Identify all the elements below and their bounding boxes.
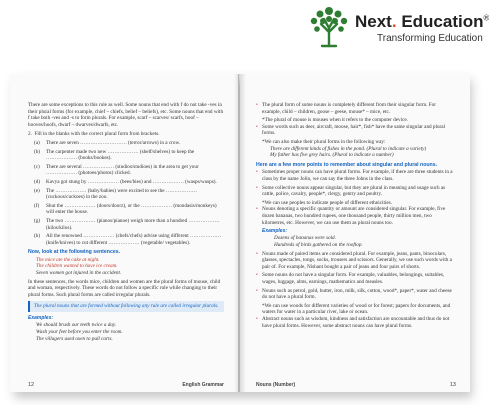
bullet-point: • Nouns denoting a specific quantity or amount are considered singular. For example, five dozen bananas, two hundred rupees, one thousand people, thirty million men, two kilometres, etc. However, we can use them as plural nouns too. <box>256 206 456 226</box>
example-line: There are different kinds of fishes in the pond. (Plural to indicate a variety) <box>270 145 427 152</box>
list-item: (g) The two ……………… (pianos/pianoe) weigh more than a hundred ……………… (kilos/kilos). <box>34 217 220 231</box>
footnote: *We can use peoples to indicate people of different ethnicities. <box>262 199 392 206</box>
page-number: 12 <box>28 382 35 388</box>
list-item: (c) There are several ……………… (studios/studioes) in the area to get your ……………… (photoes/photos) clicked. <box>34 163 199 177</box>
list-item: (b) The carpenter made two new ……………… (shelf/shelves) to keep the ……………… (books/bookes). <box>34 148 195 162</box>
book-spine <box>234 74 246 392</box>
list-item: (e) The ……………… (baby/babies) were excited to see the ……………… (cuckoos/cuckoes) in the zoo. <box>34 187 197 201</box>
example-line: The children wanted to have ice cream. <box>36 263 118 270</box>
list-item: (d) Kavya got stung by ……………… (bees/bies) and ……………… (wasps/wasps). <box>34 178 217 185</box>
question-heading: 2. Fill in the blanks with the correct plural form from brackets. <box>28 131 160 138</box>
bullet-point: • Nouns made of paired items are considered plural. For example, jeans, pants, binoculars, glasses, spectacles, tongs, socks, trousers and scissors. Generally, we use such words with a pair of. For example, Nishant bought a pair of jeans and four pairs of shorts. <box>256 251 456 271</box>
example-line: Seven women got injured in the accident. <box>36 270 122 277</box>
section-heading: Now, look at the following sentences. <box>28 249 121 256</box>
open-book <box>10 74 470 392</box>
bullet-point: • The plural form of some nouns is completely different from their singular form. For example, child – children, goose – geese, mouse* – mice, etc. <box>256 102 456 115</box>
rule-callout: The plural nouns that are formed without following any rule are called irregular plurals. <box>28 301 224 312</box>
example-line: The villagers used oxen to pull carts. <box>36 335 113 342</box>
brand-tagline: Transforming Education <box>377 33 483 44</box>
bullet-point: • Some nouns do not have a singular form. For example, valuables, belongings, suitables, wages, luggage, alms, earnings, mathematics and measles. <box>256 272 456 285</box>
brand-logo <box>305 2 489 50</box>
example-line: The mice ate the cake at night. <box>36 256 100 263</box>
footnote: *The plural of mouse is mouses when it refers to the computer device. <box>262 117 408 124</box>
example-line: We should brush our teeth twice a day. <box>36 322 117 329</box>
intro-paragraph: There are some exceptions to this rule as well. Some nouns that end with f do not take -ves in their plural forms (for example, chief – chiefs, belief – beliefs), etc. Some nouns that end with f take both -ves and -s to form plurals. For example, scarf – scarves/ scarfs, hoof – hooves/hoofs, dwarf – dwarves/dwarfs, etc. <box>28 102 224 128</box>
examples-heading: Examples: <box>262 228 288 235</box>
examples-heading: Examples: <box>28 315 54 322</box>
example-line: Dozens of bananas were sold. <box>274 235 336 242</box>
running-head: Nouns (Number) <box>256 382 296 388</box>
explanation-paragraph: In these sentences, the words mice, children and women are the plural forms of mouse, child and woman, respectively. These words do not follow a specific rule while changing to their plural forms. Such plural forms are called irregular plurals. <box>28 278 221 298</box>
question-list <box>28 140 224 246</box>
left-page <box>10 74 239 392</box>
bullet-point: • Nouns such as petrol, gold, butter, iron, milk, silk, cotton, wood*, paper*, water and cheese do not have a plural form. <box>256 288 456 301</box>
example-line: Wash your feet before you enter the room. <box>36 328 123 335</box>
example-line: Hundreds of birds gathered on the rooftop. <box>274 242 363 249</box>
bullet-point: • Sometimes proper nouns can have plural forms. For example, if there are three students in a class by the name Jolin, we can say the three Johns in the class. <box>256 169 456 182</box>
example-line: My father has five grey hairs. (Plural to indicate a number) <box>270 152 394 159</box>
brand-name: Next. Education® <box>355 12 489 31</box>
list-item: (a) There are seven ……………………… (terror/arrows) in a crow. <box>34 139 181 146</box>
bullet-point: • Abstract nouns such as wisdom, kindness and satisfaction are uncountable and thus do not have plural forms. However, some abstract nouns can have plural forms. <box>256 316 456 329</box>
footnote: *We can use woods for different varieties of wood or for forest; papers for documents, and waters for water in a particular river, lake or ocean. <box>262 302 451 316</box>
list-item: (h) All the renowned ……………… (chefs/chefs) advise using different ……………… (knife/knives) to cut different ……………… (vegetable/ vegetables). <box>34 233 222 246</box>
list-item: (f) Shut the ……………… (doors/doorz), or the ……………… (mondasis/monkeys) will enter the house. <box>34 202 217 216</box>
section-heading: Here are a few more points to remember about singular and plural nouns. <box>256 161 438 168</box>
right-page <box>240 74 470 392</box>
footnote: *We can also make their plural forms in the following way: <box>262 138 386 145</box>
page-number: 13 <box>449 382 456 388</box>
bullet-point: • Some words such as deer, aircraft, moose, hair*, fish* have the same singular and plural forms. <box>256 124 456 137</box>
bullet-point: • Some collective nouns appear singular, but they are plural in meaning and usage such as cattle, police, cavalry, people*, clergy, gentry and poultry. <box>256 185 456 198</box>
tree-icon <box>305 2 353 50</box>
running-head: English Grammar <box>182 382 224 388</box>
